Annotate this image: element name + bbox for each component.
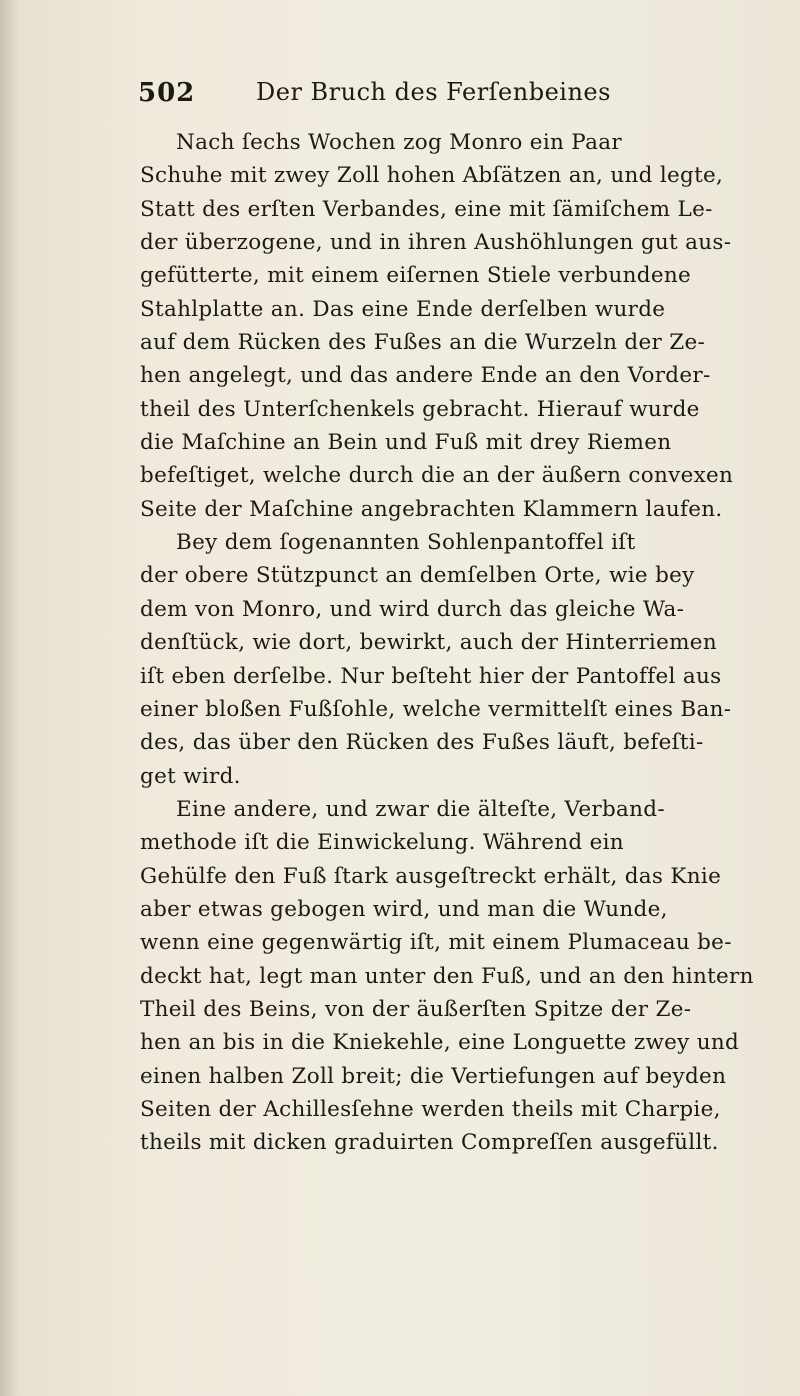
text-line: die Maſchine an Bein und Fuß mit drey Riemen <box>140 430 672 456</box>
paragraph-2 <box>140 526 780 793</box>
text-line: theils mit dicken graduirten Compreſſen ausgefüllt. <box>140 1130 719 1156</box>
text-line: gefütterte, mit einem eiſernen Stiele verbundene <box>140 263 692 289</box>
text-line: aber etwas gebogen wird, und man die Wunde, <box>140 896 668 922</box>
text-line: dem von Monro, und wird durch das gleiche Wa- <box>140 596 685 622</box>
text-line: denſtück, wie dort, bewirkt, auch der Hinterriemen <box>140 630 717 656</box>
text-line: einer bloßen Fußſohle, welche vermittelſt eines Ban- <box>140 696 732 722</box>
text-line: theil des Unterſchenkels gebracht. Hierauf wurde <box>140 396 700 422</box>
text-line: methode iſt die Einwickelung. Während ein <box>140 830 624 856</box>
text-line: Nach ſechs Wochen zog Monro ein Paar <box>176 130 622 155</box>
running-head: Der Bruch des Ferſenbeines <box>256 78 611 106</box>
text-line: Seiten der Achillesſehne werden theils mit Charpie, <box>140 1096 721 1122</box>
text-line: des, das über den Rücken des Fußes läuft, befeſti- <box>140 730 704 756</box>
text-line: deckt hat, legt man unter den Fuß, und an den hintern <box>140 963 754 989</box>
text-line: Eine andere, und zwar die älteſte, Verband- <box>176 796 665 822</box>
text-line: get wird. <box>140 763 241 789</box>
text-line: der überzogene, und in ihren Aushöhlungen gut aus- <box>140 230 732 256</box>
text-line: befeſtiget, welche durch die an der äußern convexen <box>140 463 734 489</box>
text-line: hen an bis in die Kniekehle, eine Longuette zwey und <box>140 1030 740 1056</box>
page-number: 502 <box>138 78 196 108</box>
text-line: iſt eben derſelbe. Nur beſteht hier der Pantoffel aus <box>140 663 722 689</box>
text-line: Bey dem ſogenannten Sohlenpantoffel iſt <box>176 530 636 556</box>
page-header <box>138 70 738 110</box>
text-line: der obere Stützpunct an demſelben Orte, wie bey <box>140 563 695 589</box>
text-line: auf dem Rücken des Fußes an die Wurzeln der Ze- <box>140 330 706 356</box>
text-line: Stahlplatte an. Das eine Ende derſelben wurde <box>140 296 666 322</box>
paragraph-3 <box>140 793 780 1160</box>
text-line: Seite der Maſchine angebrachten Klammern laufen. <box>140 496 723 522</box>
page-gutter <box>0 0 18 1396</box>
text-line: einen halben Zoll breit; die Vertiefungen auf beyden <box>140 1063 727 1089</box>
text-line: wenn eine gegenwärtig iſt, mit einem Plumaceau be- <box>140 930 732 956</box>
text-line: Gehülfe den Fuß ſtark ausgeſtreckt erhält, das Knie <box>140 863 722 889</box>
text-line: Theil des Beins, von der äußerſten Spitze der Ze- <box>140 996 692 1022</box>
body-text <box>140 126 780 1160</box>
paragraph-1 <box>140 126 780 526</box>
text-line: Statt des erſten Verbandes, eine mit ſämiſchem Le- <box>140 196 713 222</box>
text-line: Schuhe mit zwey Zoll hohen Abſätzen an, und legte, <box>140 163 724 189</box>
text-line: hen angelegt, und das andere Ende an den Vorder- <box>140 363 711 389</box>
